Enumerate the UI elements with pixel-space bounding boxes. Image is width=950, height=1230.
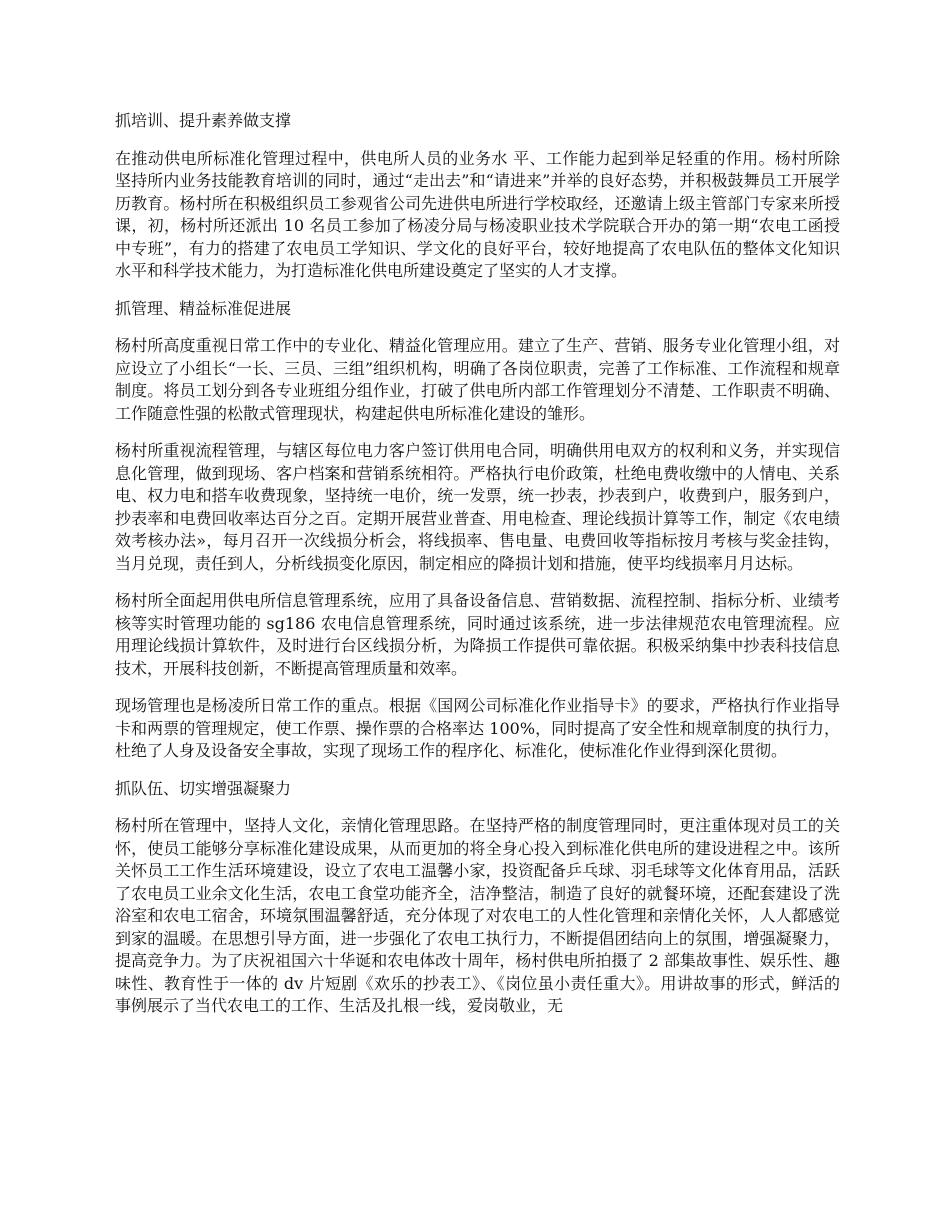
section-heading: 抓队伍、切实增强凝聚力 xyxy=(115,778,292,798)
paragraph: 杨村所高度重视日常工作中的专业化、精益化管理应用。建立了生产、营销、服务专业化管理小组，对应设立了小组长“一长、三员、三组”组织机构，明确了各岗位职责，完善了工作标准、工作流程和规章制度。将员工划分到各专业班组分组作业，打破了供电所内部工作管理划分不清楚、工作职责不明确、工作随意性强的松散式管理现状，构建起供电所标准化建设的雏形。 xyxy=(115,336,840,423)
paragraph: 杨村所重视流程管理，与辖区每位电力客户签订供用电合同，明确供用电双方的权利和义务，并实现信息化管理，做到现场、客户档案和营销系统相符。严格执行电价政策，杜绝电费收缴中的人情电、关系电、权力电和搭车收费现象，坚持统一电价，统一发票，统一抄表，抄表到户，收费到户，服务到户，抄表率和电费回收率达百分之百。定期开展营业普查、用电检查、理论线损计算等工作，制定《农电绩效考核办法»，每月召开一次线损分析会，将线损率、售电量、电费回收等指标按月考核与奖金挂钩，当月兑现，责任到人，分析线损变化原因，制定相应的降损计划和措施，使平均线损率月月达标。 xyxy=(115,441,840,573)
section-heading: 抓培训、提升素养做支撑 xyxy=(115,111,292,130)
section-training xyxy=(115,110,840,283)
document-page xyxy=(115,110,840,1033)
paragraph: 杨村所全面起用供电所信息管理系统，应用了具备设备信息、营销数据、流程控制、指标分析、业绩考核等实时管理功能的 sg186 农电信息管理系统，同时通过该系统，进一步法律规范农电管理流程。应用理论线损计算软件，及时进行台区线损分析，为降损工作提供可靠依据。积极采纳集中抄表科技信息技术，开展科技创新，不断提高管理质量和效率。 xyxy=(115,591,840,678)
section-team xyxy=(115,778,840,1018)
section-heading: 抓管理、精益标准促进展 xyxy=(115,298,292,318)
paragraph: 杨村所在管理中，坚持人文化，亲情化管理思路。在坚持严格的制度管理同时，更注重体现对员工的关怀，使员工能够分享标准化建设成果，从而更加的将全身心投入到标准化供电所的建设进程之中。该所关怀员工工作生活环境建设，设立了农电工温馨小家，投资配备乒乓球、羽毛球等文化体育用品，活跃了农电员工业余文化生活，农电工食堂功能齐全，洁净整洁，制造了良好的就餐环境，还配套建设了洗浴室和农电工宿舍，环境氛围温馨舒适，充分体现了对农电工的人性化管理和亲情化关怀，人人都感觉到家的温暖。在思想引导方面，进一步强化了农电工执行力，不断提倡团结向上的氛围，增强凝聚力，提高竞争力。为了庆祝祖国六十华诞和农电体改十周年，杨村供电所拍摄了 2 部集故事性、娱乐性、趣味性、教育性于一体的 dv 片短剧《欢乐的抄表工》、《岗位虽小责任重大》。用讲故事的形式，鲜活的事例展示了当代农电工的工作、生活及扎根一线，爱岗敬业，无 xyxy=(115,816,840,1015)
section-management xyxy=(115,298,840,763)
paragraph: 现场管理也是杨凌所日常工作的重点。根据《国网公司标准化作业指导卡》的要求，严格执行作业指导卡和两票的管理规定，使工作票、操作票的合格率达 100%，同时提高了安全性和规章制度的执行力，杜绝了人身及设备安全事故，实现了现场工作的程序化、标准化，使标准化作业得到深化贯彻。 xyxy=(115,696,840,760)
paragraph: 在推动供电所标准化管理过程中，供电所人员的业务水 平、工作能力起到举足轻重的作用。杨村所除坚持所内业务技能教育培训的同时，通过“走出去”和“请进来”并举的良好态势，并积极鼓舞员工开展学历教育。杨村所在积极组织员工参观省公司先进供电所进行学校取经，还邀请上级主管部门专家来所授课，初，杨村所还派出 10 名员工参加了杨凌分局与杨凌职业技术学院联合开办的第一期“农电工函授中专班”，有力的搭建了农电员工学知识、学文化的良好平台，较好地提高了农电队伍的整体文化知识水平和科学技术能力，为打造标准化供电所建设奠定了坚实的人才支撑。 xyxy=(115,148,840,280)
